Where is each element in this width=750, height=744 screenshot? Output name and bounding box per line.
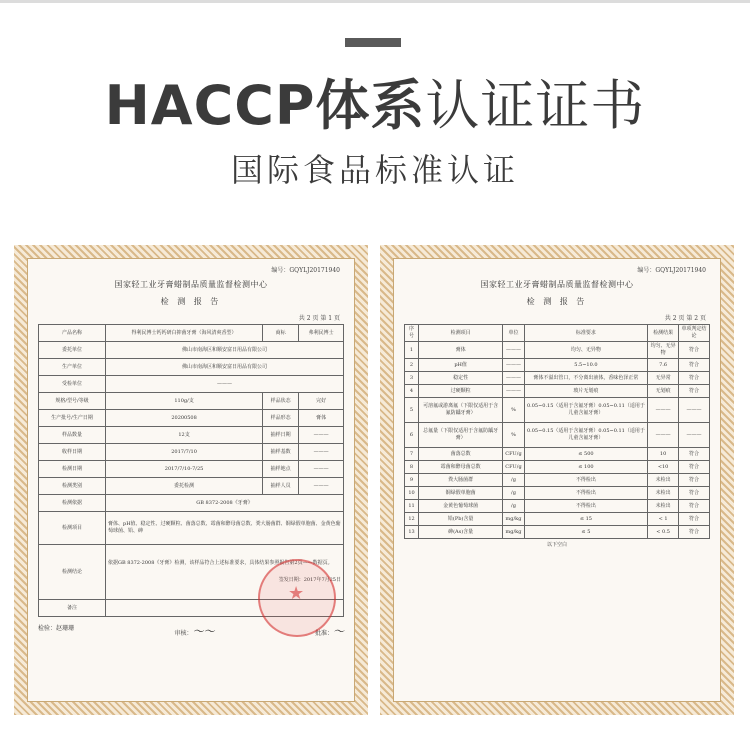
table-cell: ——— — [299, 461, 344, 478]
table-cell: 得利民博士钙钙研白抑菌牙膏（海风清爽香型） — [106, 325, 263, 342]
table-cell: 0.05~0.15（适用于含氟牙膏）0.05~0.11（适用于儿童含氟牙膏） — [524, 398, 647, 423]
table-row — [405, 448, 710, 461]
table-cell: 委托单位 — [39, 342, 106, 359]
table-cell: 检测日期 — [39, 461, 106, 478]
table-cell: 铜绿假单胞菌 — [419, 487, 503, 500]
table-cell: 金黄色葡萄球菌 — [419, 500, 503, 513]
table-cell: 4 — [405, 385, 419, 398]
table-cell: 商标 — [263, 325, 299, 342]
table-cell: 无划痕 — [648, 385, 679, 398]
certificate-sheet — [27, 258, 355, 702]
table-row — [39, 495, 344, 512]
page-indicator: 共 2 页 第 1 页 — [298, 315, 340, 322]
table-cell: ≤ 15 — [524, 513, 647, 526]
table-cell: 抽样人员 — [263, 478, 299, 495]
table-cell: 符合 — [679, 359, 710, 372]
table-cell: 砷(As)含量 — [419, 526, 503, 539]
table-cell: CFU/g — [503, 448, 524, 461]
table-row — [39, 444, 344, 461]
table-cell: 备注 — [39, 600, 106, 617]
table-cell: 受检单位 — [39, 376, 106, 393]
table-cell: 总氟量（下限仅适用于含氟防龋牙膏） — [419, 423, 503, 448]
table-header-cell: 单项判定结论 — [679, 325, 710, 342]
table-row — [39, 410, 344, 427]
table-cell: 铅(Pb)含量 — [419, 513, 503, 526]
table-header-cell: 检测项目 — [419, 325, 503, 342]
table-cell: 抽样基数 — [263, 444, 299, 461]
table-cell: 弗利民博士 — [299, 325, 344, 342]
table-cell: 符合 — [679, 342, 710, 359]
table-cell: 均匀、无异物 — [648, 342, 679, 359]
table-cell: ——— — [679, 423, 710, 448]
table-cell: 9 — [405, 474, 419, 487]
table-cell: 2 — [405, 359, 419, 372]
table-cell: 检测类别 — [39, 478, 106, 495]
table-cell: 未检出 — [648, 474, 679, 487]
table-cell: /g — [503, 487, 524, 500]
table-cell: 符合 — [679, 500, 710, 513]
table-row — [39, 359, 344, 376]
table-cell: 无异常 — [648, 372, 679, 385]
table-cell: ≤ 100 — [524, 461, 647, 474]
certificate-sheet — [393, 258, 721, 702]
table-cell: 不得检出 — [524, 474, 647, 487]
table-cell: 1 — [405, 342, 419, 359]
table-cell: 12支 — [106, 427, 263, 444]
table-cell: ——— — [648, 423, 679, 448]
table-row — [405, 500, 710, 513]
table-cell: <10 — [648, 461, 679, 474]
test-results-table — [404, 324, 710, 539]
conclusion-text: 依据GB 8372-2008《牙膏》检测，该样品符合上述标准要求，具体结果参照报告第2页——数据页。 — [108, 560, 333, 566]
reviewer-sign: 审核：～～ — [174, 625, 215, 638]
table-cell: 符合 — [679, 461, 710, 474]
table-cell: ——— — [503, 372, 524, 385]
table-cell: 3 — [405, 372, 419, 385]
table-row — [39, 342, 344, 359]
table-cell: ——— — [299, 444, 344, 461]
table-cell: 佛山市南海区和顺安富日用品有限公司 — [106, 342, 344, 359]
table-cell: 不得检出 — [524, 487, 647, 500]
table-cell: 11 — [405, 500, 419, 513]
table-cell: 110g/支 — [106, 393, 263, 410]
table-cell: 符合 — [679, 385, 710, 398]
table-cell: 7 — [405, 448, 419, 461]
table-cell: 膏体 — [419, 342, 503, 359]
table-cell: 玻片无划痕 — [524, 385, 647, 398]
table-row — [405, 474, 710, 487]
table-cell: 样品状态 — [263, 393, 299, 410]
table-cell: ——— — [503, 342, 524, 359]
table-cell: 10 — [405, 487, 419, 500]
table-cell: ——— — [299, 478, 344, 495]
issue-date: 签发日期：2017年7月25日 — [278, 577, 341, 583]
table-cell: 样品形态 — [263, 410, 299, 427]
certificate-page-2 — [380, 245, 734, 715]
table-cell: 5.5~10.0 — [524, 359, 647, 372]
table-row — [405, 461, 710, 474]
table-cell: 8 — [405, 461, 419, 474]
table-header-cell: 单位 — [503, 325, 524, 342]
table-cell: < 1 — [648, 513, 679, 526]
table-row — [405, 487, 710, 500]
table-cell: % — [503, 398, 524, 423]
title-bold: HACCP体系 — [104, 74, 426, 137]
page-subtitle: 国际食品标准认证 — [230, 151, 519, 189]
table-row — [39, 461, 344, 478]
table-cell: 抽样地点 — [263, 461, 299, 478]
table-cell: 未检出 — [648, 487, 679, 500]
table-cell: ——— — [503, 385, 524, 398]
table-cell: 7.6 — [648, 359, 679, 372]
table-cell: 粪大肠菌群 — [419, 474, 503, 487]
table-cell: GB 8372-2008《牙膏》 — [106, 495, 344, 512]
table-cell: 样品数量 — [39, 427, 106, 444]
table-row — [405, 359, 710, 372]
table-cell: ——— — [648, 398, 679, 423]
table-row — [39, 393, 344, 410]
table-row — [39, 325, 344, 342]
table-row — [39, 478, 344, 495]
table-cell: 未检出 — [648, 500, 679, 513]
table-cell: 过硬颗粒 — [419, 385, 503, 398]
title-light: 认证证书 — [425, 74, 646, 137]
certificate-page-1 — [14, 245, 368, 715]
table-cell: 可溶氟或游离氟（下限仅适用于含氟防龋牙膏） — [419, 398, 503, 423]
table-row — [405, 342, 710, 359]
page-title — [0, 74, 750, 138]
table-cell: ——— — [679, 398, 710, 423]
table-header-cell: 序号 — [405, 325, 419, 342]
table-cell: 规格/型号/等级 — [39, 393, 106, 410]
table-header-row — [405, 325, 710, 342]
table-cell: 12 — [405, 513, 419, 526]
table-cell: % — [503, 423, 524, 448]
table-cell: 13 — [405, 526, 419, 539]
table-header-cell: 检测结果 — [648, 325, 679, 342]
table-row — [405, 372, 710, 385]
blank-below-note: 以下空白 — [546, 542, 567, 548]
table-row — [39, 427, 344, 444]
table-cell: 符合 — [679, 372, 710, 385]
table-cell: mg/kg — [503, 513, 524, 526]
table-cell: 检测项目 — [39, 512, 106, 545]
top-divider — [0, 0, 750, 3]
table-cell: ≤ 5 — [524, 526, 647, 539]
org-name: 国家轻工业牙膏蜡制品质量监督检测中心 — [114, 280, 268, 289]
table-row — [405, 513, 710, 526]
table-cell: ——— — [299, 427, 344, 444]
table-cell: 均匀、无异物 — [524, 342, 647, 359]
table-cell: mg/kg — [503, 526, 524, 539]
table-cell: ≤ 500 — [524, 448, 647, 461]
report-number: 编号：GQYLJ20171940 — [271, 267, 340, 274]
table-cell: 收样日期 — [39, 444, 106, 461]
table-cell: 检测依据 — [39, 495, 106, 512]
table-cell: 生产批号/生产日期 — [39, 410, 106, 427]
table-row — [39, 376, 344, 393]
table-cell: < 0.5 — [648, 526, 679, 539]
table-cell: 菌落总数 — [419, 448, 503, 461]
table-cell: ——— — [503, 359, 524, 372]
table-cell: 10 — [648, 448, 679, 461]
report-number: 编号：GQYLJ20171940 — [637, 267, 706, 274]
table-cell: 符合 — [679, 474, 710, 487]
table-cell: 膏体、pH值、稳定性、过硬颗粒、菌落总数、霉菌和酵母菌总数、粪大肠菌群、铜绿假单胞菌、金黄色葡萄球菌、铅、砷 — [106, 512, 344, 545]
org-name: 国家轻工业牙膏蜡制品质量监督检测中心 — [480, 280, 634, 289]
report-heading: 检 测 报 告 — [160, 297, 222, 306]
table-cell: 霉菌和酵母菌总数 — [419, 461, 503, 474]
report-heading: 检 测 报 告 — [526, 297, 588, 306]
table-cell: 不得检出 — [524, 500, 647, 513]
table-cell: 委托检测 — [106, 478, 263, 495]
table-row — [405, 423, 710, 448]
table-cell: 抽样日期 — [263, 427, 299, 444]
table-cell: 生产单位 — [39, 359, 106, 376]
table-cell: 完好 — [299, 393, 344, 410]
table-row — [39, 512, 344, 545]
table-cell: ——— — [106, 376, 344, 393]
table-cell: 符合 — [679, 487, 710, 500]
table-cell: 稳定性 — [419, 372, 503, 385]
table-cell: 6 — [405, 423, 419, 448]
table-cell: 膏体 — [299, 410, 344, 427]
table-cell: 符合 — [679, 513, 710, 526]
table-cell: 2017/7/10-7/25 — [106, 461, 263, 478]
table-cell: 2017/7/10 — [106, 444, 263, 461]
official-seal — [258, 559, 336, 637]
table-cell: /g — [503, 474, 524, 487]
approver-sign: 批准：～ — [314, 625, 344, 638]
table-cell: 符合 — [679, 526, 710, 539]
table-header-cell: 标准要求 — [524, 325, 647, 342]
checker-sign: 检验：赵珊珊 — [38, 625, 75, 632]
page-indicator: 共 2 页 第 2 页 — [664, 315, 706, 322]
table-row — [405, 398, 710, 423]
table-row — [405, 526, 710, 539]
table-cell: 佛山市南海区和顺安富日用品有限公司 — [106, 359, 344, 376]
table-cell: pH值 — [419, 359, 503, 372]
table-cell: 检测结论 — [39, 545, 106, 600]
table-cell: 0.05~0.15（适用于含氟牙膏）0.05~0.11（适用于儿童含氟牙膏） — [524, 423, 647, 448]
table-cell: 符合 — [679, 448, 710, 461]
table-cell: 5 — [405, 398, 419, 423]
table-row — [405, 385, 710, 398]
table-cell: 产品名称 — [39, 325, 106, 342]
table-cell: /g — [503, 500, 524, 513]
accent-bar — [345, 38, 401, 47]
table-cell: 膏体不溢出管口，不分离出液体，香味色泽正常 — [524, 372, 647, 385]
table-cell: 20200508 — [106, 410, 263, 427]
table-cell: CFU/g — [503, 461, 524, 474]
